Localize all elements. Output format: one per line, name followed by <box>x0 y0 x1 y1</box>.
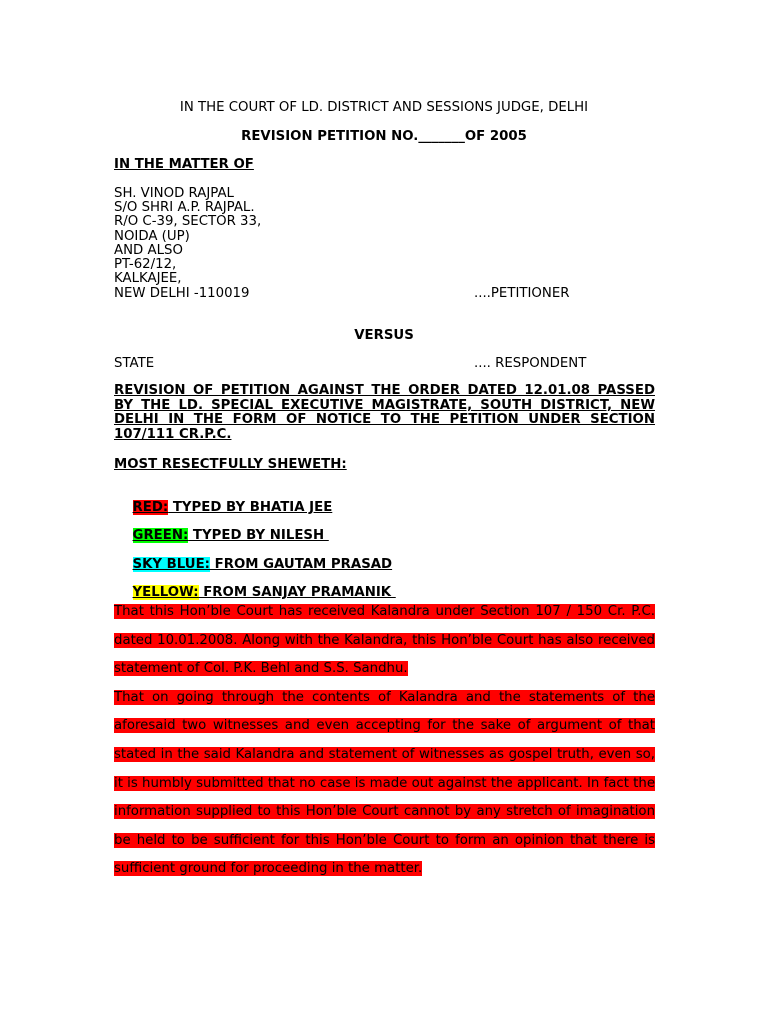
matter-heading: IN THE MATTER OF <box>114 157 254 172</box>
petitioner-line: SH. VINOD RAJPAL <box>114 186 234 201</box>
paragraph <box>114 598 655 684</box>
legend-red-label: RED: <box>132 500 169 515</box>
legend-yellow-label: YELLOW: <box>132 585 199 600</box>
salutation: MOST RESECTFULLY SHEWETH: <box>114 457 347 472</box>
petitioner-line: NOIDA (UP) <box>114 229 190 244</box>
court-heading: IN THE COURT OF LD. DISTRICT AND SESSIONS JUDGE, DELHI <box>179 100 589 115</box>
petition-subject: REVISION OF PETITION AGAINST THE ORDER DATED 12.01.08 PASSED BY THE LD. SPECIAL EXECUTIVE MAGISTRATE, SOUTH DISTRICT, NEW DELHI IN THE FORM OF NOTICE TO THE PETITION UNDER SECTION 107/111 CR.P.C. <box>114 383 655 442</box>
respondent-name: STATE <box>114 356 155 371</box>
legend-green-label: GREEN: <box>132 528 189 543</box>
paragraph-text: That this Hon’ble Court has received Kalandra under Section 107 / 150 Cr. P.C. dated 10.01.2008. Along with the Kalandra, this Hon’ble Court has also received statement of Col. P.K. Behl and S.S. Sandhu. <box>114 604 655 677</box>
paragraph <box>114 684 655 884</box>
paragraph-text: That on going through the contents of Kalandra and the statements of the aforesaid two witnesses and even accepting for the sake of argument of that stated in the said Kalandra and statement of witnesses as gospel truth, even so, it is humbly submitted that no case is made out against the applicant. In fact the information supplied to this Hon’ble Court cannot by any stretch of imagination be held to be sufficient for this Hon’ble Court to form an opinion that there is sufficient ground for proceeding in the matter. <box>114 689 655 877</box>
legend-skyblue-label: SKY BLUE: <box>132 557 211 572</box>
petitioner-role: ....PETITIONER <box>474 286 570 301</box>
petitioner-line: PT-62/12, <box>114 257 177 272</box>
petition-body <box>114 598 655 884</box>
petitioner-line: AND ALSO <box>114 243 183 258</box>
legend-red-text: TYPED BY BHATIA JEE <box>168 500 333 515</box>
versus-label: VERSUS <box>354 328 414 343</box>
legend-skyblue-text: FROM GAUTAM PRASAD <box>210 557 393 572</box>
legend-green-text: TYPED BY NILESH <box>188 528 329 543</box>
petitioner-line: R/O C-39, SECTOR 33, <box>114 214 262 229</box>
petition-number: REVISION PETITION NO._______OF 2005 <box>241 129 527 144</box>
petitioner-line: S/O SHRI A.P. RAJPAL. <box>114 200 255 215</box>
petitioner-line: KALKAJEE, <box>114 271 182 286</box>
legend-yellow-text: FROM SANJAY PRAMANIK <box>198 585 396 600</box>
petitioner-line: NEW DELHI -110019 <box>114 286 250 301</box>
respondent-role: .... RESPONDENT <box>474 356 587 371</box>
